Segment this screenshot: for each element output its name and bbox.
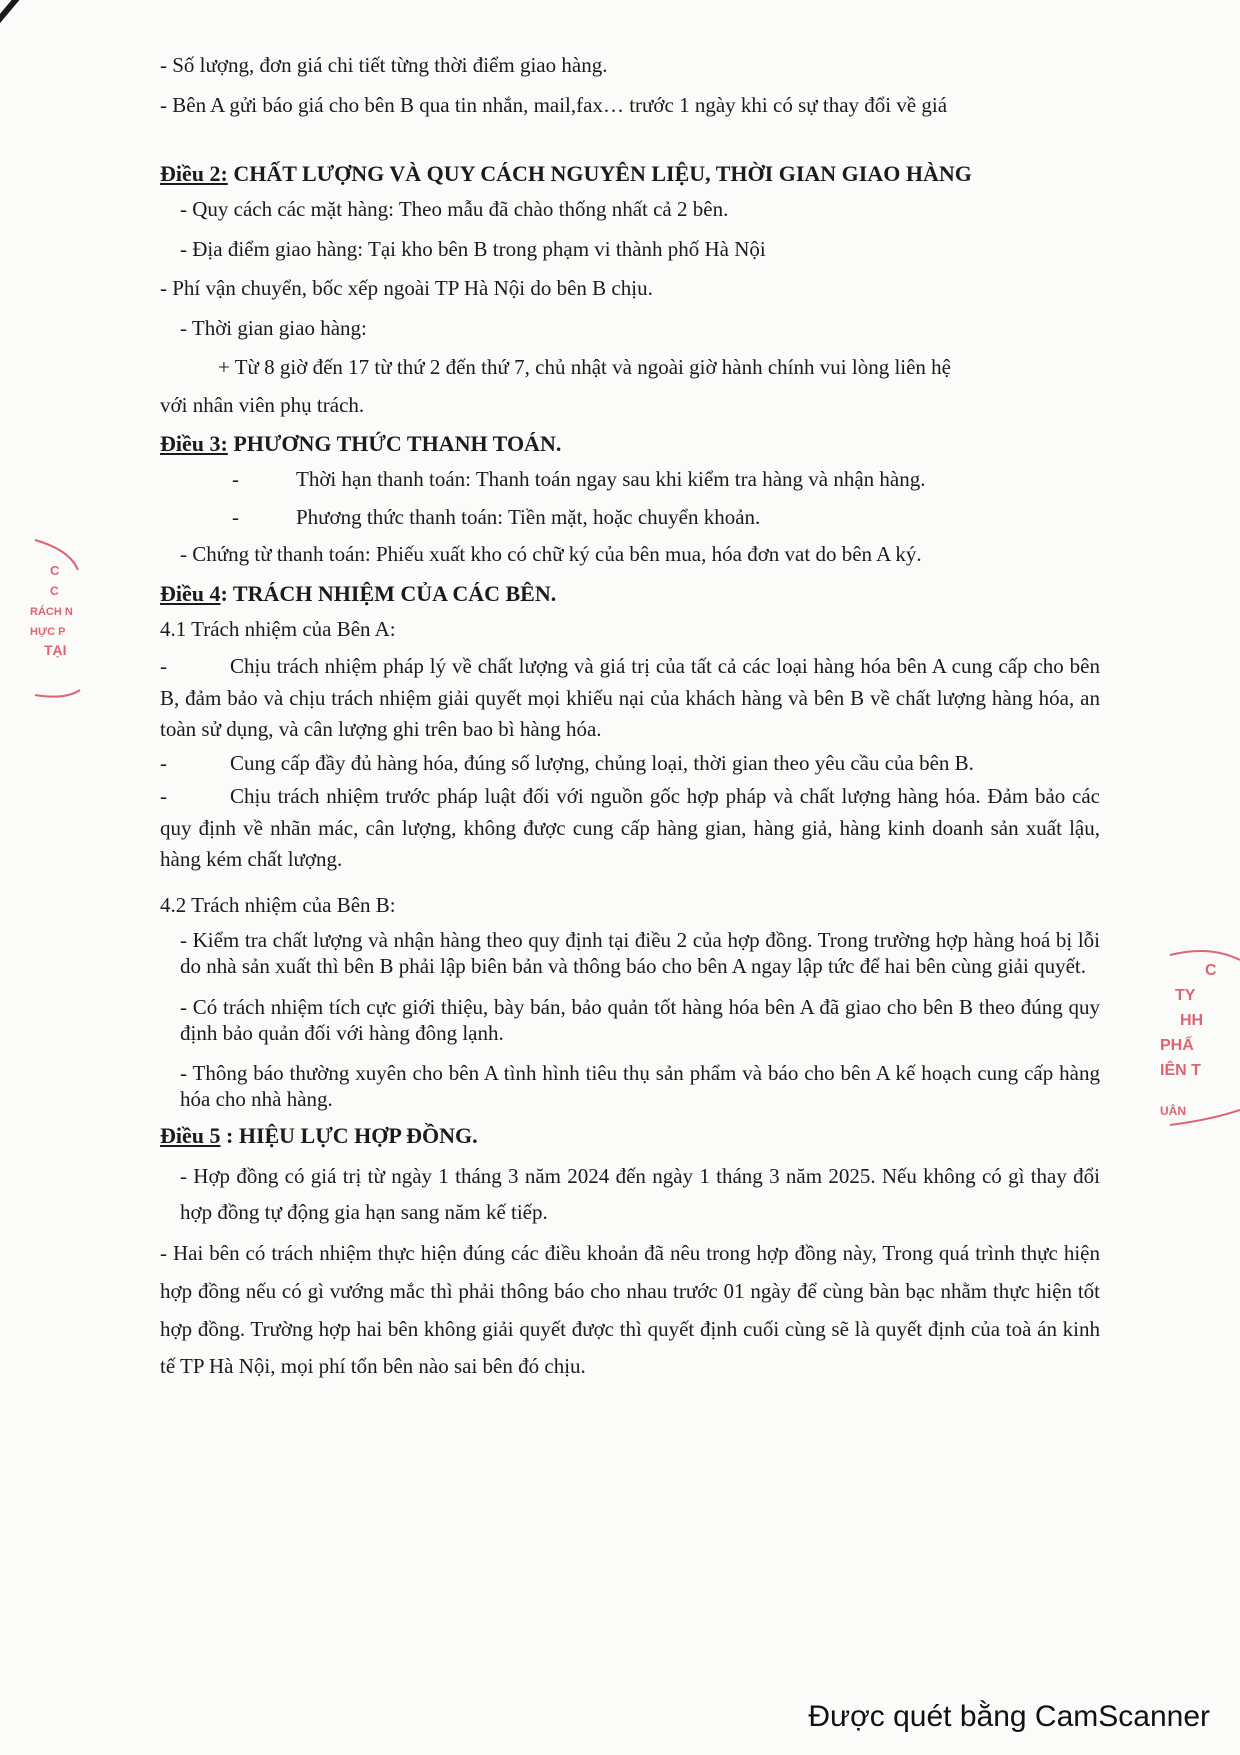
party-a-duty-2	[160, 748, 1100, 780]
red-stamp-right	[1160, 940, 1240, 1140]
party-a-duty-2-text: Cung cấp đầy đủ hàng hóa, đúng số lượng, chủng loại, thời gian theo yêu cầu của bên B.	[230, 750, 974, 775]
article-4-number: Điều 4	[160, 580, 221, 606]
page-fold-mark	[0, 0, 25, 139]
svg-text:PHẨ: PHẨ	[1160, 1037, 1194, 1054]
delivery-hours-line: + Từ 8 giờ đến 17 từ thứ 2 đến thứ 7, chủ nhật và ngoài giờ hành chính vui lòng liên hệ	[218, 355, 952, 379]
list-dash: -	[160, 750, 167, 775]
party-a-duty-1	[160, 651, 1100, 746]
list-dash: -	[232, 504, 239, 529]
red-stamp-left	[30, 530, 85, 710]
article-2-title: CHẤT LƯỢNG VÀ QUY CÁCH NGUYÊN LIỆU, THỜI GIAN GIAO HÀNG	[227, 161, 972, 186]
article-4-heading	[160, 577, 1100, 610]
payment-method-text: Phương thức thanh toán: Tiền mặt, hoặc chuyển khoản.	[296, 504, 761, 529]
list-dash: -	[232, 467, 239, 491]
party-b-duty-3: - Thông báo thường xuyên cho bên A tình hình tiêu thụ sản phẩm và báo cho bên A kế hoạch cung cấp hàng hóa cho nhà hàng.	[180, 1061, 1100, 1112]
camscanner-watermark: Được quét bằng CamScanner	[808, 1700, 1210, 1733]
document-body	[160, 50, 1100, 1386]
party-a-duty-1-text: Chịu trách nhiệm pháp lý về chất lượng và giá trị của tất cả các loại hàng hóa bên A cung cấp cho bên B, đảm bảo và chịu trách nhiệm giải quyết mọi khiếu nại của khách hàng và bên B về chất lượng hàng hóa, an toàn sử dụng, và cân lượng ghi trên bao bì hàng hóa.	[160, 654, 1100, 741]
article-5-number: Điều 5	[160, 1122, 221, 1148]
article-4-title: : TRÁCH NHIỆM CỦA CÁC BÊN.	[220, 580, 557, 606]
svg-text:C: C	[1205, 962, 1217, 979]
svg-text:C: C	[50, 563, 60, 578]
list-dash: -	[160, 654, 167, 678]
delivery-time-line: - Thời gian giao hàng:	[180, 315, 367, 340]
delivery-contact-line: với nhân viên phụ trách.	[160, 392, 365, 417]
article-2-number: Điều 2:	[160, 161, 228, 186]
payment-method-line	[160, 502, 1100, 534]
svg-text:UÂN: UÂN	[1160, 1104, 1186, 1118]
article-2-heading	[160, 157, 1100, 190]
svg-text:HH: HH	[1180, 1012, 1204, 1029]
shipping-fee-line: - Phí vận chuyển, bốc xếp ngoài TP Hà Nội do bên B chịu.	[160, 276, 653, 300]
quote-notice-line: - Bên A gửi báo giá cho bên B qua tin nhắn, mail,fax… trước 1 ngày khi có sự thay đổi về giá	[160, 92, 948, 117]
validity-clause: - Hợp đồng có giá trị từ ngày 1 tháng 3 năm 2024 đến ngày 1 tháng 3 năm 2025. Nếu không có gì thay đổi hợp đồng tự động gia hạn sang năm kế tiếp.	[180, 1163, 1100, 1225]
dispute-clause: - Hai bên có trách nhiệm thực hiện đúng các điều khoản đã nêu trong hợp đồng này, Trong quá trình thực hiện hợp đồng nếu có gì vướng mắc thì phải thông báo cho nhau trước 01 ngày để cùng bàn bạc nhằm thực hiện tốt hợp đồng. Trường hợp hai bên không giải quyết được thì quyết định cuối cùng sẽ là quyết định của toà án kinh tế TP Hà Nội, mọi phí tổn bên nào sai bên đó chịu.	[160, 1241, 1100, 1379]
article-3-title: PHƯƠNG THỨC THANH TOÁN.	[227, 431, 562, 456]
article-3-heading	[160, 427, 1100, 460]
spec-line: - Quy cách các mặt hàng: Theo mẫu đã chào thống nhất cả 2 bên.	[180, 197, 729, 221]
party-a-duty-3	[160, 781, 1100, 876]
article-5-title: : HIỆU LỰC HỢP ĐỒNG.	[220, 1122, 478, 1148]
svg-text:TẠI: TẠI	[44, 642, 67, 658]
section-4-2-title: 4.2 Trách nhiệm của Bên B:	[160, 892, 396, 917]
article-5-heading	[160, 1119, 1100, 1152]
svg-text:C: C	[50, 584, 59, 598]
svg-text:HỰC P: HỰC P	[30, 626, 66, 638]
party-b-duty-2: - Có trách nhiệm tích cực giới thiệu, bày bán, bảo quản tốt hàng hóa bên A đã giao cho bên B theo đúng quy định bảo quản đối với hàng đông lạnh.	[180, 994, 1100, 1045]
party-b-duty-1: - Kiểm tra chất lượng và nhận hàng theo quy định tại điều 2 của hợp đồng. Trong trường hợp hàng hoá bị lỗi do nhà sản xuất thì bên B phải lập biên bản và thông báo cho bên A ngay lập tức để hai bên cùng giải quyết.	[180, 928, 1100, 979]
list-dash: -	[160, 784, 167, 808]
delivery-place-line: - Địa điểm giao hàng: Tại kho bên B trong phạm vi thành phố Hà Nội	[180, 236, 766, 261]
article-3-number: Điều 3:	[160, 431, 228, 456]
payment-term-line	[160, 464, 1100, 496]
svg-text:TY: TY	[1175, 987, 1196, 1004]
svg-text:IÊN T: IÊN T	[1160, 1062, 1201, 1079]
payment-docs-line: - Chứng từ thanh toán: Phiếu xuất kho có chữ ký của bên mua, hóa đơn vat do bên A ký.	[180, 542, 922, 566]
svg-text:RÁCH N: RÁCH N	[30, 606, 73, 618]
party-a-duty-3-text: Chịu trách nhiệm trước pháp luật đối với nguồn gốc hợp pháp và chất lượng hàng hóa. Đảm bảo các quy định về nhãn mác, cân lượng, không được cung cấp hàng gian, hàng giả, hàng kinh doanh sản xuất lậu, hàng kém chất lượng.	[160, 784, 1100, 871]
price-detail-line: - Số lượng, đơn giá chi tiết từng thời điểm giao hàng.	[160, 53, 608, 77]
section-4-1-title: 4.1 Trách nhiệm của Bên A:	[160, 616, 396, 641]
payment-term-text: Thời hạn thanh toán: Thanh toán ngay sau khi kiểm tra hàng và nhận hàng.	[296, 467, 926, 491]
